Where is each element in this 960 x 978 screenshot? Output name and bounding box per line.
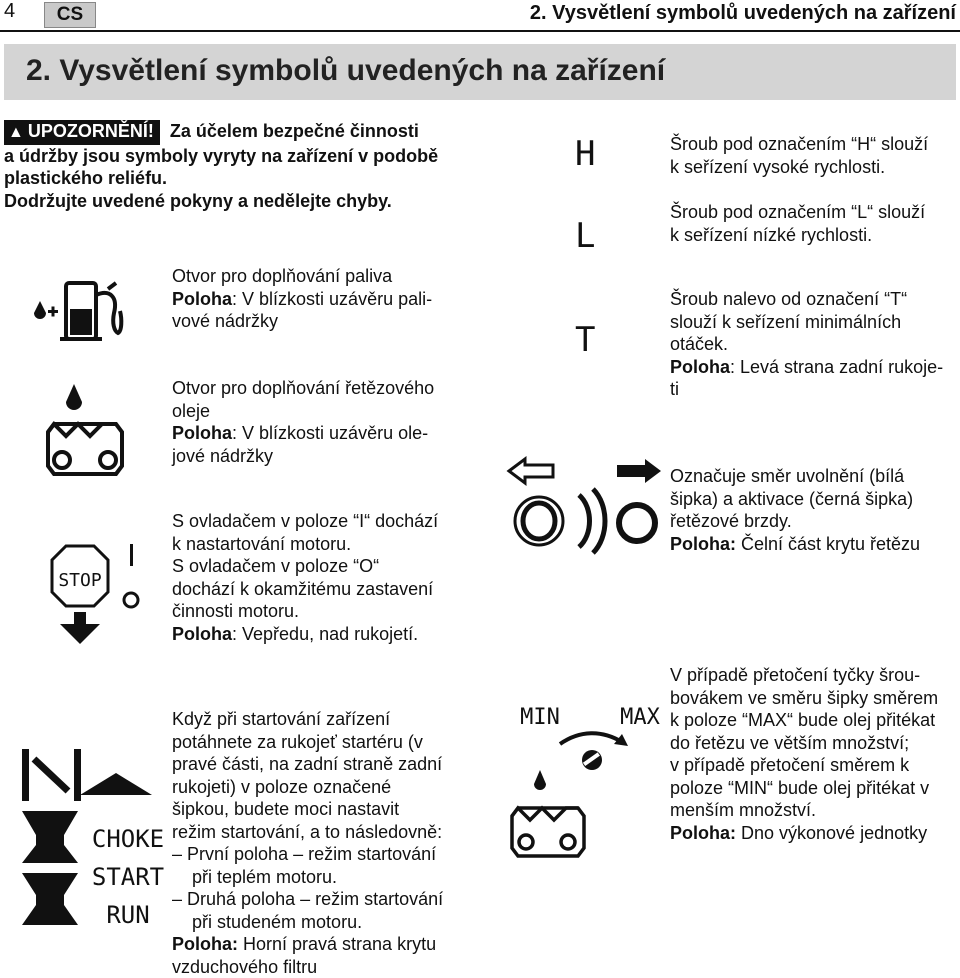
oil-flow-adjust-icon	[510, 700, 670, 860]
t-description: Šroub nalevo od označení “T“ slouží k seřízení minimálních otáček. Poloha: Levá strana zadní rukoje- ti	[670, 289, 944, 399]
h-screw-symbol: H	[575, 134, 596, 174]
page-number: 4	[4, 0, 16, 22]
svg-text:CHOKE: CHOKE	[91, 825, 165, 853]
header-rule	[0, 30, 960, 32]
section-title-bar	[4, 44, 956, 100]
warning-badge: ▲ UPOZORNĚNÍ!	[4, 120, 160, 145]
oil-description: Otvor pro doplňování řetězového oleje Poloha: V blízkosti uzávěru ole- jové nádržky	[172, 378, 435, 466]
svg-text:STOP: STOP	[58, 570, 102, 591]
warning-block: ▲ UPOZORNĚNÍ! Za účelem bezpečné činnosti a údržby jsou symboly vyryty na zařízení v podobě plastického reliéfu. Dodržujte uvedené pokyny a nedělejte chyby.	[4, 121, 439, 211]
section-title: 2. Vysvětlení symbolů uvedených na zařízení	[26, 54, 666, 87]
choke-description: Když při startování zařízení potáhnete za rukojeť startéru (v pravé části, na zadní straně zadní rukojeti) v poloze označené šipkou, budete moci nastavit režim startování, a to následovně: – První poloha – režim startování při teplém motoru. – Druhá poloha – režim startování při studeném motoru. Poloha: Horní pravá strana krytu vzduchového filtru	[172, 709, 444, 977]
svg-text:MAX: MAX	[620, 705, 660, 730]
svg-text:START: START	[91, 863, 165, 891]
stop-switch-icon	[50, 540, 150, 650]
warning-triangle-icon: ▲	[8, 124, 24, 141]
fuel-description: Otvor pro doplňování paliva Poloha: V blízkosti uzávěru pali- vové nádržky	[172, 266, 433, 331]
chain-brake-icon	[505, 455, 665, 555]
brake-description: Označuje směr uvolnění (bílá šipka) a aktivace (černá šipka) řetězové brzdy. Poloha: Čelní část krytu řetězu	[670, 466, 921, 554]
chain-oil-icon	[40, 380, 130, 480]
svg-text:RUN: RUN	[106, 901, 150, 929]
oil-flow-description: V případě přetočení tyčky šrou- bovákem ve směru šipky směrem k poloze “MAX“ bude olej přitékat do řetězu ve větším množství; v případě přetočení směrem k poloze “MIN“ bude olej přitékat v menším množství. Poloha: Dno výkonové jednotky	[670, 665, 939, 843]
fuel-pump-icon	[30, 275, 130, 345]
svg-text:MIN: MIN	[520, 705, 560, 730]
l-description: Šroub pod označením “L“ slouží k seřízení nízké rychlosti.	[670, 202, 926, 245]
switch-description: S ovladačem v poloze “I“ dochází k nastartování motoru. S ovladačem v poloze “O“ dochází k okamžitému zastavení činnosti motoru. Poloha: Vepředu, nad rukojetí.	[172, 511, 439, 644]
l-screw-symbol: L	[575, 216, 596, 256]
running-title: 2. Vysvětlení symbolů uvedených na zařízení	[529, 2, 956, 24]
language-badge: CS	[44, 2, 96, 28]
t-screw-symbol: T	[575, 320, 596, 360]
h-description: Šroub pod označením “H“ slouží k seřízení vysoké rychlosti.	[670, 134, 929, 177]
choke-lever-icon	[18, 745, 168, 935]
